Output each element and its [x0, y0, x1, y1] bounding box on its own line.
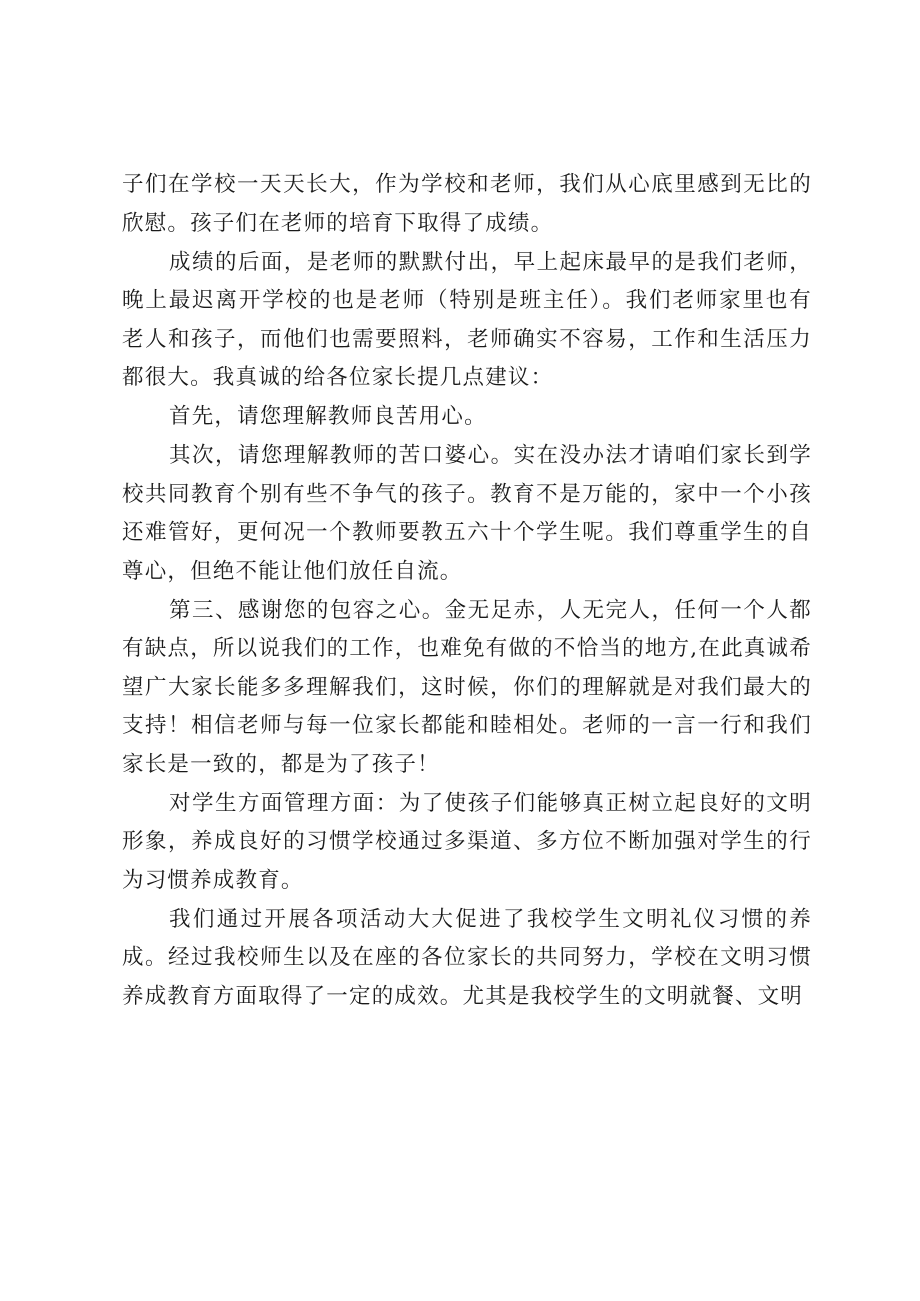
paragraph-suggestion-second: 其次，请您理解教师的苦口婆心。实在没办法才请咱们家长到学校共同教育个别有些不争气的孩子。教育不是万能的，家中一个小孩还难管好，更何况一个教师要教五六十个学生呢。我们尊重学生的自尊心，但绝不能让他们放任自流。 [122, 443, 812, 584]
paragraph-student-management: 对学生方面管理方面：为了使孩子们能够真正树立起良好的文明形象，养成良好的习惯学校通过多渠道、多方位不断加强对学生的行为习惯养成教育。 [122, 790, 812, 893]
paragraph-suggestion-first: 首先，请您理解教师良苦用心。 [169, 404, 487, 429]
paragraph-suggestion-third: 第三、感谢您的包容之心。金无足赤，人无完人，任何一个人都有缺点，所以说我们的工作，也难免有做的不恰当的地方,在此真诚希望广大家长能多多理解我们，这时候，你们的理解就是对我们最大的支持！相信老师与每一位家长都能和睦相处。老师的一言一行和我们家长是一致的，都是为了孩子！ [122, 597, 812, 777]
document-body [122, 166, 812, 1017]
paragraph-activities: 我们通过开展各项活动大大促进了我校学生文明礼仪习惯的养成。经过我校师生以及在座的各位家长的共同努力，学校在文明习惯养成教育方面取得了一定的成效。尤其是我校学生的文明就餐、文明 [122, 906, 812, 1009]
paragraph-continuation: 子们在学校一天天长大，作为学校和老师，我们从心底里感到无比的欣慰。孩子们在老师的培育下取得了成绩。 [122, 172, 812, 236]
paragraph-teacher-effort: 成绩的后面，是老师的默默付出，早上起床最早的是我们老师，晚上最迟离开学校的也是老师（特别是班主任）。我们老师家里也有老人和孩子，而他们也需要照料，老师确实不容易，工作和生活压力都很大。我真诚的给各位家长提几点建议： [122, 249, 812, 390]
